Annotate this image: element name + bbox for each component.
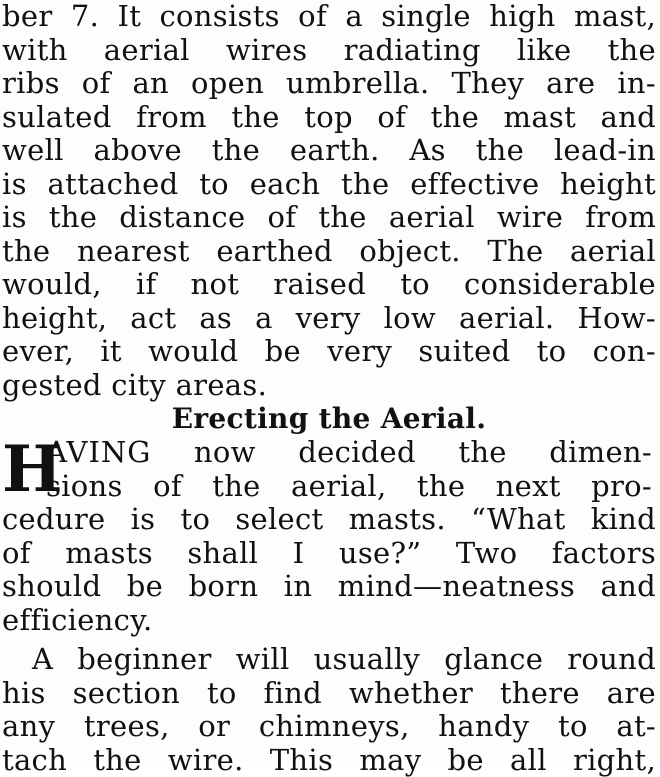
text-line: A beginner will usually glance round	[2, 643, 656, 677]
text-line: any trees, or chimneys, handy to at-	[2, 710, 656, 744]
text-fragment: now decided the dimen-	[151, 435, 652, 469]
text-line: height, act as a very low aerial. How-	[2, 302, 656, 336]
text-line: would, if not raised to considerable	[2, 268, 656, 302]
text-line: is attached to each the effective height	[2, 168, 656, 202]
dropcap-block	[2, 436, 656, 503]
text-line: tach the wire. This may be all right,	[2, 744, 656, 777]
text-line: his section to find whether there are	[2, 677, 656, 711]
paragraph-beginner	[2, 643, 656, 777]
text-line: is the distance of the aerial wire from	[2, 201, 656, 235]
small-caps-word: AVING	[46, 435, 151, 469]
text-line: ber 7. It consists of a single high mast,	[2, 0, 656, 34]
paragraph-erecting	[2, 436, 656, 637]
text-line: sulated from the top of the mast and	[2, 101, 656, 135]
text-line: ever, it would be very suited to con-	[2, 335, 656, 369]
section-heading: Erecting the Aerial.	[2, 402, 656, 436]
text-line: the nearest earthed object. The aerial	[2, 235, 656, 269]
text-line: efficiency.	[2, 604, 656, 638]
paragraph-mast-description	[2, 0, 656, 402]
text-line: sions of the aerial, the next pro-	[46, 470, 652, 504]
text-line: with aerial wires radiating like the	[2, 34, 656, 68]
text-line: gested city areas.	[2, 369, 656, 403]
text-line: of masts shall I use?” Two factors	[2, 537, 656, 571]
text-line: well above the earth. As the lead-in	[2, 134, 656, 168]
text-line: cedure is to select masts. “What kind	[2, 503, 656, 537]
text-line: ribs of an open umbrella. They are in-	[2, 67, 656, 101]
text-line: should be born in mind—neatness and	[2, 570, 656, 604]
drop-cap-letter: H	[2, 438, 63, 502]
text-line	[46, 436, 652, 470]
